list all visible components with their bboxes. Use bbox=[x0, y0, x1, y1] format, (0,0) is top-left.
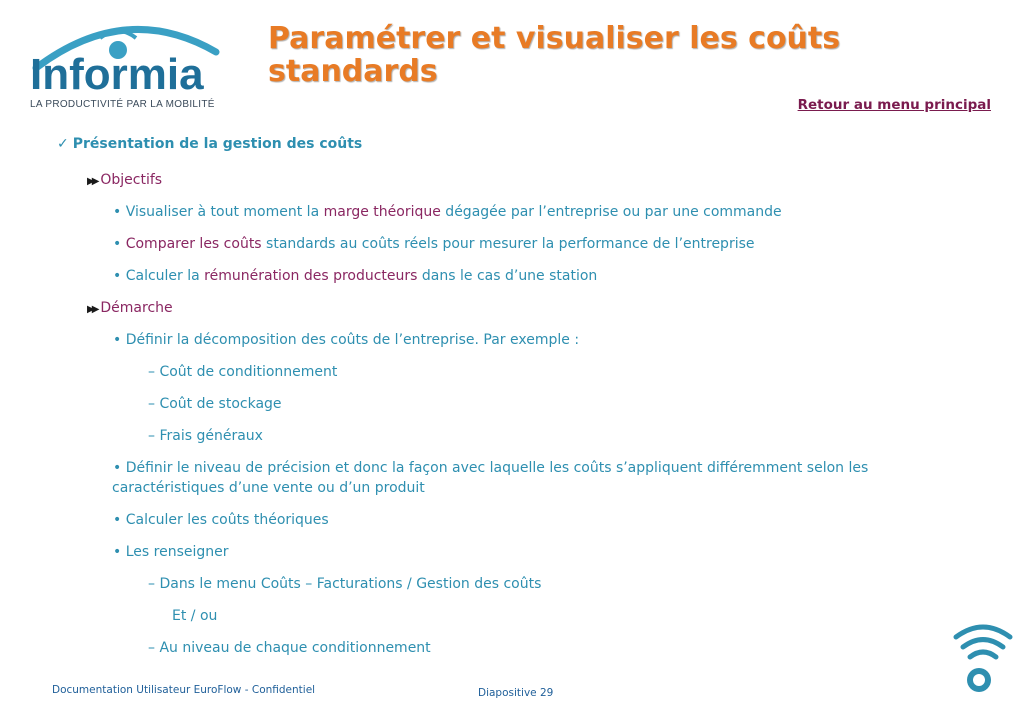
dash-icon: – bbox=[148, 364, 160, 380]
objectifs-item-2 bbox=[113, 236, 755, 252]
demarche-item-2-line-2: caractéristiques d’une vente ou d’un produit bbox=[112, 480, 425, 496]
double-arrow-icon: ▶▶ bbox=[87, 176, 97, 187]
logo-wordmark: Informia bbox=[30, 50, 204, 99]
objectifs-item-1-text-a: Visualiser à tout moment la bbox=[125, 204, 324, 220]
demarche-sub-4 bbox=[148, 576, 541, 592]
bullet-icon: • bbox=[113, 204, 126, 220]
wifi-icon bbox=[952, 623, 1014, 695]
demarche-sub-3-text: Frais généraux bbox=[159, 428, 263, 444]
demarche-sub-4-text: Dans le menu Coûts – Facturations / Gestion des coûts bbox=[159, 576, 542, 592]
demarche-item-1 bbox=[113, 332, 579, 348]
back-to-main-menu-link[interactable]: Retour au menu principal bbox=[797, 97, 991, 113]
checkmark-icon: ✓ bbox=[57, 136, 69, 152]
demarche-item-2-text-1: Définir le niveau de précision et donc la façon avec laquelle les coûts s’appliquent différemment selon les bbox=[125, 460, 869, 476]
footer-documentation: Documentation Utilisateur EuroFlow - Confidentiel bbox=[52, 684, 316, 696]
demarche-sub-1 bbox=[148, 364, 337, 380]
demarche-item-4 bbox=[113, 544, 229, 560]
objectifs-heading-text: Objectifs bbox=[100, 172, 163, 188]
objectifs-item-3 bbox=[113, 268, 597, 284]
bullet-icon: • bbox=[113, 544, 126, 560]
page-title bbox=[268, 22, 908, 88]
bullet-icon: • bbox=[113, 236, 126, 252]
bullet-icon: • bbox=[113, 512, 126, 528]
bullet-icon: • bbox=[113, 332, 126, 348]
objectifs-heading bbox=[87, 172, 162, 188]
page-title-line2: standards bbox=[268, 54, 438, 89]
demarche-et-ou-text: Et / ou bbox=[172, 608, 218, 624]
footer-slide-number: Diapositive 29 bbox=[478, 687, 554, 699]
demarche-sub-2 bbox=[148, 396, 282, 412]
demarche-item-3 bbox=[113, 512, 329, 528]
dash-icon: – bbox=[148, 576, 160, 592]
demarche-sub-5 bbox=[148, 640, 431, 656]
demarche-item-3-text: Calculer les coûts théoriques bbox=[125, 512, 329, 528]
objectifs-item-1-highlight: marge théorique bbox=[323, 204, 441, 220]
section-heading-text: Présentation de la gestion des coûts bbox=[72, 136, 363, 152]
objectifs-item-3-text-a: Calculer la bbox=[125, 268, 205, 284]
demarche-sub-3 bbox=[148, 428, 263, 444]
demarche-sub-1-text: Coût de conditionnement bbox=[159, 364, 338, 380]
demarche-item-1-text: Définir la décomposition des coûts de l’entreprise. Par exemple : bbox=[125, 332, 580, 348]
demarche-sub-5-text: Au niveau de chaque conditionnement bbox=[159, 640, 431, 656]
dash-icon: – bbox=[148, 640, 160, 656]
objectifs-item-1 bbox=[113, 204, 782, 220]
informia-logo bbox=[26, 10, 238, 110]
dash-icon: – bbox=[148, 396, 160, 412]
demarche-et-ou bbox=[158, 608, 217, 624]
objectifs-item-2-highlight: Comparer les coûts bbox=[125, 236, 262, 252]
objectifs-item-2-text-b: standards au coûts réels pour mesurer la performance de l’entreprise bbox=[261, 236, 755, 252]
demarche-item-2-line-1 bbox=[113, 460, 868, 476]
objectifs-item-1-text-b: dégagée par l’entreprise ou par une commande bbox=[440, 204, 782, 220]
double-arrow-icon: ▶▶ bbox=[87, 304, 97, 315]
objectifs-item-3-text-b: dans le cas d’une station bbox=[417, 268, 598, 284]
dash-icon: – bbox=[148, 428, 160, 444]
demarche-sub-2-text: Coût de stockage bbox=[159, 396, 282, 412]
bullet-icon: • bbox=[113, 460, 126, 476]
demarche-heading-text: Démarche bbox=[100, 300, 173, 316]
bullet-icon: • bbox=[113, 268, 126, 284]
demarche-item-4-text: Les renseigner bbox=[125, 544, 229, 560]
page-title-line1: Paramétrer et visualiser les coûts bbox=[268, 21, 841, 56]
section-heading bbox=[57, 136, 362, 152]
demarche-heading bbox=[87, 300, 173, 316]
objectifs-item-3-highlight: rémunération des producteurs bbox=[204, 268, 418, 284]
logo-tagline: LA PRODUCTIVITÉ PAR LA MOBILITÉ bbox=[30, 99, 215, 110]
